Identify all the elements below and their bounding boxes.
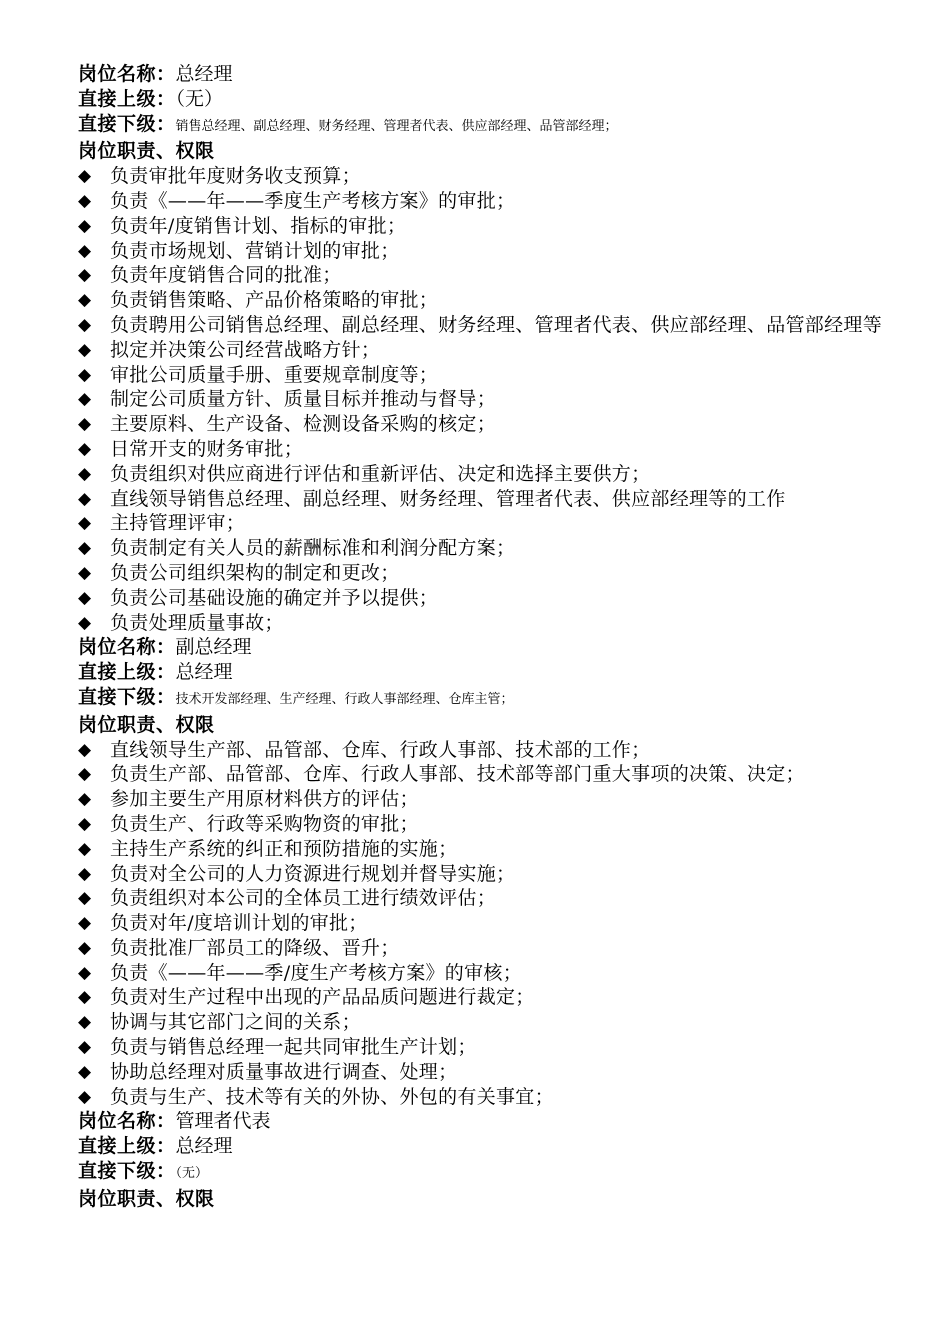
list-item [78, 586, 888, 611]
list-item [78, 412, 888, 437]
direct-subordinate-value: 销售总经理、副总经理、财务经理、管理者代表、供应部经理、品管部经理； [175, 118, 618, 134]
list-item [78, 837, 888, 862]
list-item [78, 239, 888, 264]
direct-subordinate-label: 直接下级： [78, 112, 176, 135]
duty-text: 日常开支的财务审批； [110, 437, 304, 460]
diamond-bullet-icon: ◆ [78, 1037, 92, 1058]
document-page [78, 62, 888, 1212]
list-item [78, 1085, 888, 1110]
list-item [78, 911, 888, 936]
list-item [78, 511, 888, 536]
duty-text: 负责公司组织架构的制定和更改； [110, 561, 400, 584]
duty-text: 负责公司基础设施的确定并予以提供； [110, 586, 439, 609]
diamond-bullet-icon: ◆ [78, 888, 92, 909]
list-item [78, 561, 888, 586]
direct-superior-label: 直接上级： [78, 87, 176, 110]
list-item [78, 263, 888, 288]
diamond-bullet-icon: ◆ [78, 190, 92, 211]
list-item [78, 313, 888, 338]
duty-text: 负责《——年——季度生产考核方案》的审批； [110, 189, 516, 212]
duties-list [78, 738, 888, 1110]
list-item [78, 936, 888, 961]
diamond-bullet-icon: ◆ [78, 913, 92, 934]
duty-text: 直线领导生产部、品管部、仓库、行政人事部、技术部的工作； [110, 738, 651, 761]
diamond-bullet-icon: ◆ [78, 438, 92, 459]
list-item [78, 812, 888, 837]
duty-text: 制定公司质量方针、质量目标并推动与督导； [110, 388, 497, 411]
diamond-bullet-icon: ◆ [78, 513, 92, 534]
list-item [78, 1060, 888, 1085]
list-item [78, 214, 888, 239]
position-name-label: 岗位名称： [78, 1110, 176, 1133]
diamond-bullet-icon: ◆ [78, 937, 92, 958]
direct-subordinate-row [78, 112, 888, 140]
list-item [78, 762, 888, 787]
list-item [78, 862, 888, 887]
list-item [78, 1035, 888, 1060]
duty-text: 负责对年/度培训计划的审批； [110, 912, 368, 935]
duty-text: 负责审批年度财务收支预算； [110, 165, 361, 188]
duty-text: 负责对生产过程中出现的产品品质问题进行裁定； [110, 986, 535, 1009]
diamond-bullet-icon: ◆ [78, 215, 92, 236]
duty-text: 负责组织对本公司的全体员工进行绩效评估； [110, 887, 497, 910]
diamond-bullet-icon: ◆ [78, 987, 92, 1008]
list-item [78, 164, 888, 189]
job-section [78, 62, 888, 635]
list-item [78, 189, 888, 214]
list-item [78, 387, 888, 412]
direct-superior-value: 总经理 [175, 1135, 233, 1158]
position-name-label: 岗位名称： [78, 636, 176, 659]
diamond-bullet-icon: ◆ [78, 838, 92, 859]
direct-subordinate-row [78, 1159, 888, 1187]
diamond-bullet-icon: ◆ [78, 463, 92, 484]
duties-list [78, 164, 888, 635]
duty-text: 主持管理评审； [110, 512, 246, 535]
diamond-bullet-icon: ◆ [78, 1012, 92, 1033]
direct-subordinate-label: 直接下级： [78, 1160, 176, 1183]
list-item [78, 536, 888, 561]
diamond-bullet-icon: ◆ [78, 290, 92, 311]
diamond-bullet-icon: ◆ [78, 240, 92, 261]
duty-text: 协助总经理对质量事故进行调查、处理； [110, 1060, 458, 1083]
duty-text: 负责市场规划、营销计划的审批； [110, 239, 400, 262]
list-item [78, 288, 888, 313]
diamond-bullet-icon: ◆ [78, 739, 92, 760]
diamond-bullet-icon: ◆ [78, 612, 92, 633]
duty-text: 参加主要生产用原材料供方的评估； [110, 788, 419, 811]
job-section [78, 1109, 888, 1211]
position-name-row [78, 635, 888, 660]
diamond-bullet-icon: ◆ [78, 389, 92, 410]
duty-text: 负责生产部、品管部、仓库、行政人事部、技术部等部门重大事项的决策、决定； [110, 763, 805, 786]
list-item [78, 738, 888, 763]
direct-superior-value: （无） [175, 87, 224, 110]
duties-heading: 岗位职责、权限 [78, 713, 215, 736]
diamond-bullet-icon: ◆ [78, 339, 92, 360]
duty-text: 负责《——年——季/度生产考核方案》的审核； [110, 961, 523, 984]
diamond-bullet-icon: ◆ [78, 789, 92, 810]
duty-text: 主持生产系统的纠正和预防措施的实施； [110, 837, 458, 860]
diamond-bullet-icon: ◆ [78, 587, 92, 608]
duty-text: 负责对全公司的人力资源进行规划并督导实施； [110, 862, 516, 885]
direct-subordinate-label: 直接下级： [78, 685, 176, 708]
list-item [78, 985, 888, 1010]
position-name-row [78, 62, 888, 87]
diamond-bullet-icon: ◆ [78, 166, 92, 187]
duties-heading: 岗位职责、权限 [78, 1187, 215, 1210]
list-item [78, 611, 888, 636]
direct-superior-row [78, 1134, 888, 1159]
direct-superior-row [78, 660, 888, 685]
direct-superior-row [78, 87, 888, 112]
duty-text: 负责聘用公司销售总经理、副总经理、财务经理、管理者代表、供应部经理、品管部经理等 [110, 313, 883, 336]
diamond-bullet-icon: ◆ [78, 764, 92, 785]
duty-text: 负责年/度销售计划、指标的审批； [110, 214, 407, 237]
position-name-value: 总经理 [175, 63, 233, 85]
duty-text: 直线领导销售总经理、副总经理、财务经理、管理者代表、供应部经理等的工作 [110, 487, 786, 510]
position-name-value: 管理者代表 [175, 1110, 271, 1133]
duty-text: 拟定并决策公司经营战略方针； [110, 338, 381, 361]
duty-text: 负责销售策略、产品价格策略的审批； [110, 289, 439, 312]
direct-subordinate-value: 技术开发部经理、生产经理、行政人事部经理、仓库主管； [175, 691, 514, 707]
diamond-bullet-icon: ◆ [78, 562, 92, 583]
duty-text: 协调与其它部门之间的关系； [110, 1011, 361, 1034]
diamond-bullet-icon: ◆ [78, 488, 92, 509]
diamond-bullet-icon: ◆ [78, 364, 92, 385]
duty-text: 审批公司质量手册、重要规章制度等； [110, 363, 439, 386]
direct-superior-value: 总经理 [175, 661, 233, 684]
diamond-bullet-icon: ◆ [78, 1061, 92, 1082]
diamond-bullet-icon: ◆ [78, 265, 92, 286]
list-item [78, 1010, 888, 1035]
diamond-bullet-icon: ◆ [78, 962, 92, 983]
list-item [78, 886, 888, 911]
list-item [78, 338, 888, 363]
duty-text: 主要原料、生产设备、检测设备采购的核定； [110, 413, 497, 436]
job-section [78, 635, 888, 1109]
duty-text: 负责年度销售合同的批准； [110, 264, 342, 287]
duty-text: 负责与销售总经理一起共同审批生产计划； [110, 1036, 477, 1059]
diamond-bullet-icon: ◆ [78, 813, 92, 834]
duty-text: 负责处理质量事故； [110, 611, 284, 634]
duty-text: 负责与生产、技术等有关的外协、外包的有关事宜； [110, 1085, 554, 1108]
direct-subordinate-row [78, 685, 888, 713]
diamond-bullet-icon: ◆ [78, 414, 92, 435]
list-item [78, 437, 888, 462]
direct-superior-label: 直接上级： [78, 1135, 176, 1158]
duty-text: 负责制定有关人员的薪酬标准和利润分配方案； [110, 537, 516, 560]
list-item [78, 787, 888, 812]
diamond-bullet-icon: ◆ [78, 1086, 92, 1107]
duty-text: 负责批准厂部员工的降级、晋升； [110, 936, 400, 959]
list-item [78, 363, 888, 388]
position-name-value: 副总经理 [175, 636, 252, 659]
duty-text: 负责组织对供应商进行评估和重新评估、决定和选择主要供方； [110, 462, 651, 485]
list-item [78, 487, 888, 512]
diamond-bullet-icon: ◆ [78, 538, 92, 559]
direct-subordinate-value: （无） [175, 1166, 209, 1182]
duty-text: 负责生产、行政等采购物资的审批； [110, 812, 419, 835]
diamond-bullet-icon: ◆ [78, 863, 92, 884]
position-name-label: 岗位名称： [78, 63, 176, 85]
direct-superior-label: 直接上级： [78, 661, 176, 684]
list-item [78, 961, 888, 986]
list-item [78, 462, 888, 487]
diamond-bullet-icon: ◆ [78, 314, 92, 335]
duties-heading: 岗位职责、权限 [78, 140, 215, 163]
position-name-row [78, 1109, 888, 1134]
